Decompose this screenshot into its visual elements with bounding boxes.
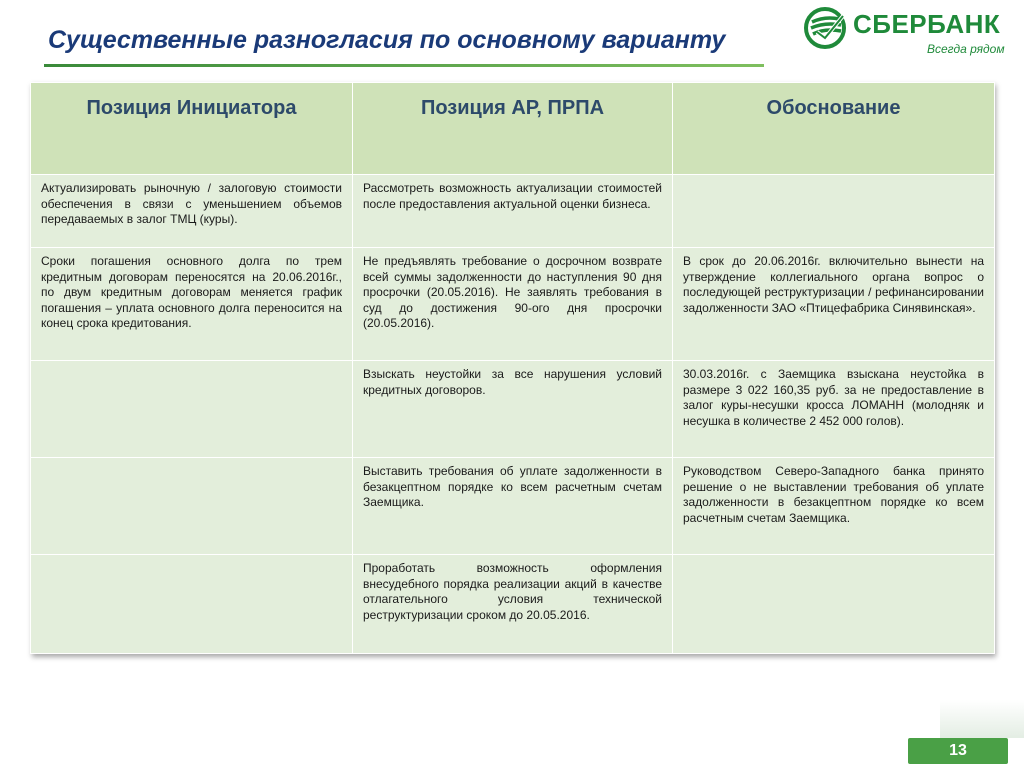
cell-ar-prpa: Проработать возможность оформления внесудебного порядка реализации акций в качестве отлагательного условия технической реструктуризации сроком до 20.05.2016. (353, 555, 673, 654)
page-number: 13 (908, 738, 1008, 764)
table-row (31, 248, 995, 361)
slide-title: Существенные разногласия по основному варианту (48, 26, 726, 54)
cell-reason: Руководством Северо-Западного банка принято решение о не выставлении требования об уплате задолженности в безакцептном порядке ко всем расчетным счетам Заемщика. (673, 458, 995, 555)
table-row (31, 175, 995, 248)
cell-reason (673, 175, 995, 248)
sberbank-logo (803, 6, 1013, 58)
cell-ar-prpa: Не предъявлять требование о досрочном возврате всей суммы задолженности до наступления 90 дня просрочки (20.05.2016). Не заявлять требования в суд до достижения 90-ого дня просрочки (20.05.2016). (353, 248, 673, 361)
logo-tagline: Всегда рядом (927, 42, 1005, 56)
cell-initiator: Сроки погашения основного долга по трем кредитным договорам переносятся на 20.06.2016г., по двум кредитным договорам меняется график погашения – уплата основного долга переносится на конец срока кредитования. (31, 248, 353, 361)
cell-ar-prpa: Выставить требования об уплате задолженности в безакцептном порядке ко всем расчетным счетам Заемщика. (353, 458, 673, 555)
positions-table (30, 82, 994, 654)
cell-reason: 30.03.2016г. с Заемщика взыскана неустойка в размере 3 022 160,35 руб. за не предоставление в залог куры-несушки кросса ЛОМАНН (молодняк и несушка в количестве 2 452 000 голов). (673, 361, 995, 458)
table-row (31, 458, 995, 555)
sberbank-logo-icon (803, 6, 847, 50)
corner-decoration (940, 700, 1024, 738)
cell-ar-prpa: Рассмотреть возможность актуализации стоимостей после предоставления актуальной оценки бизнеса. (353, 175, 673, 248)
cell-reason: В срок до 20.06.2016г. включительно вынести на утверждение коллегиального органа вопрос о последующей реструктуризации / рефинансировании задолженности ЗАО «Птицефабрика Синявинская». (673, 248, 995, 361)
header-initiator: Позиция Инициатора (31, 83, 353, 175)
header-reason: Обоснование (673, 83, 995, 175)
logo-name: СБЕРБАНК (853, 9, 1001, 39)
cell-reason (673, 555, 995, 654)
header-ar-prpa: Позиция АР, ПРПА (353, 83, 673, 175)
table-row (31, 555, 995, 654)
table-header-row (31, 83, 995, 175)
cell-initiator (31, 458, 353, 555)
table-row (31, 361, 995, 458)
title-underline (44, 64, 764, 67)
cell-initiator (31, 361, 353, 458)
cell-initiator (31, 555, 353, 654)
cell-ar-prpa: Взыскать неустойки за все нарушения условий кредитных договоров. (353, 361, 673, 458)
cell-initiator: Актуализировать рыночную / залоговую стоимости обеспечения в связи с уменьшением объемов передаваемых в залог ТМЦ (куры). (31, 175, 353, 248)
